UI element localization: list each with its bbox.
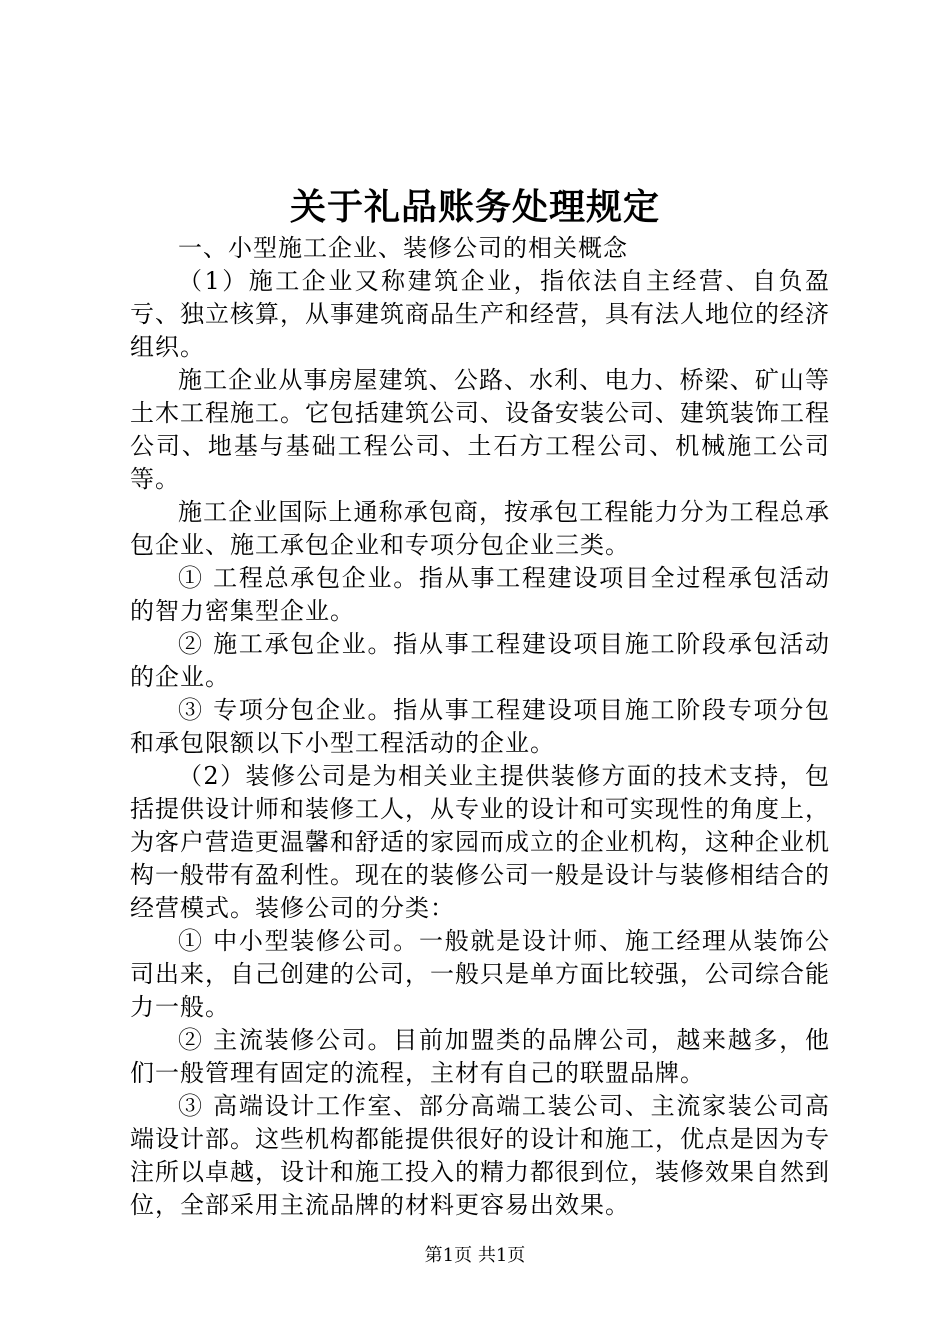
list-item: ① 中小型装修公司。一般就是设计师、施工经理从装饰公司出来，自己创建的公司，一般只是单方面比较强，公司综合能力一般。: [130, 927, 830, 1021]
paragraph: （2）装修公司是为相关业主提供装修方面的技术支持，包括提供设计师和装修工人，从专业的设计和可实现性的角度上，为客户营造更温馨和舒适的家园而成立的企业机构，这种企业机构一般带有盈利性。现在的装修公司一般是设计与装修相结合的经营模式。装修公司的分类：: [130, 762, 830, 922]
paragraph: （1）施工企业又称建筑企业，指依法自主经营、自负盈亏、独立核算，从事建筑商品生产和经营，具有法人地位的经济组织。: [130, 267, 830, 361]
list-item: ② 施工承包企业。指从事工程建设项目施工阶段承包活动的企业。: [130, 630, 830, 691]
document-body: [130, 232, 830, 1222]
list-item: ① 工程总承包企业。指从事工程建设项目全过程承包活动的智力密集型企业。: [130, 564, 830, 625]
list-item: ② 主流装修公司。目前加盟类的品牌公司，越来越多，他们一般管理有固定的流程，主材有自己的联盟品牌。: [130, 1026, 830, 1087]
section-heading: 一、小型施工企业、装修公司的相关概念: [178, 234, 628, 262]
document-title: 关于礼品账务处理规定: [289, 186, 660, 228]
paragraph: 施工企业从事房屋建筑、公路、水利、电力、桥梁、矿山等土木工程施工。它包括建筑公司、设备安装公司、建筑装饰工程公司、地基与基础工程公司、土石方工程公司、机械施工公司等。: [130, 366, 830, 493]
paragraph: 施工企业国际上通称承包商，按承包工程能力分为工程总承包企业、施工承包企业和专项分包企业三类。: [130, 498, 830, 559]
list-item: ③ 专项分包企业。指从事工程建设项目施工阶段专项分包和承包限额以下小型工程活动的企业。: [130, 696, 830, 757]
page-footer: 第1页 共1页: [424, 1245, 526, 1266]
list-item: ③ 高端设计工作室、部分高端工装公司、主流家装公司高端设计部。这些机构都能提供很好的设计和施工，优点是因为专注所以卓越，设计和施工投入的精力都很到位，装修效果自然到位，全部采用主流品牌的材料更容易出效果。: [130, 1092, 830, 1219]
